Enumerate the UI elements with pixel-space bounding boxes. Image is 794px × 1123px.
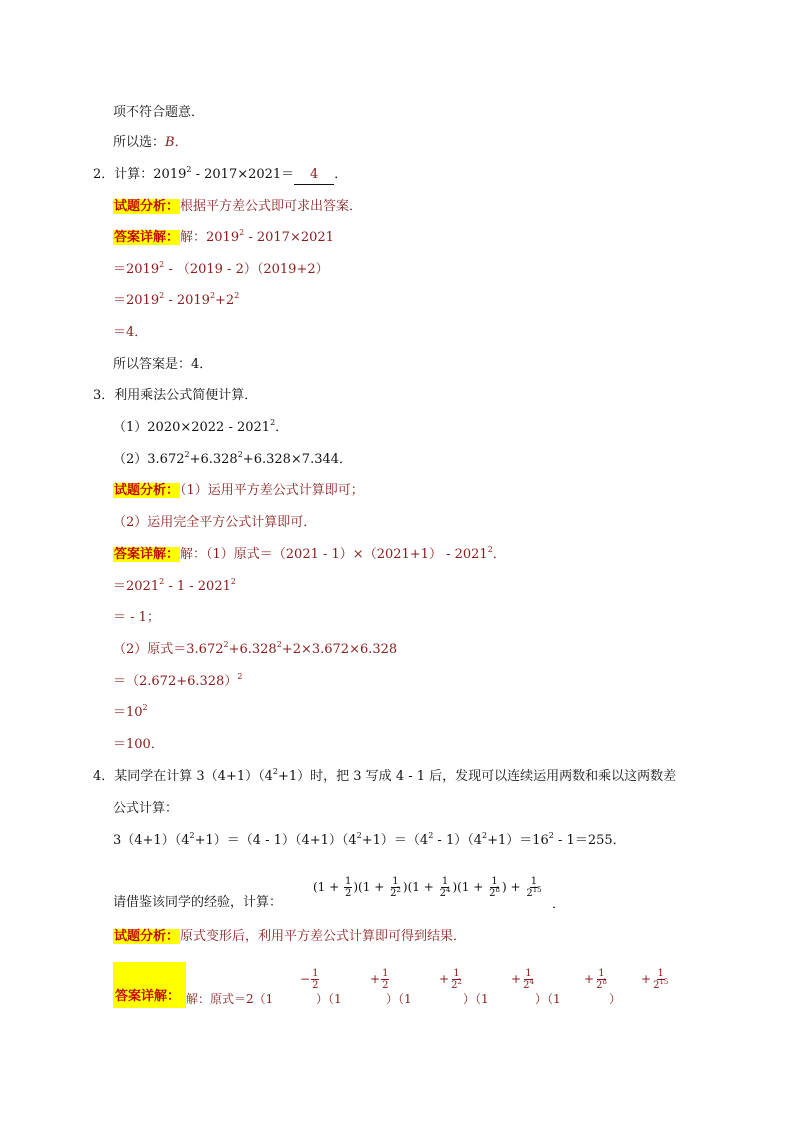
q3-analysis-2: （2）运用完全平方公式计算即可． (113, 515, 317, 530)
q3-step-3: （2）原式$=3.672^2+6.328^2+2\times 3.672\times 6.328$ (113, 640, 398, 657)
q3-detail: 答案详解：解：（1）原式＝（2021 - 1）×（2021+1） - 2021$^2$． (114, 545, 506, 562)
q4-line-3: $3(4+1)(4^2+1)=(4 - 1)(4+1)(4^2+1)=(4^2 - 1)(4^2+1)=16^2 - 1=255$． (113, 831, 626, 848)
q2-step-2: $=2019^2 - 2019^2+2^2$ (113, 291, 240, 308)
q4-line-1: 4．某同学在计算 $3(4+1)(4^2+1)$时，把 3 写成 4 - 1 后，发现可以连续运用两数和乘以这两数差 (93, 767, 677, 784)
q4-ans-term-4: + $\frac{1}{2^4}$ (511, 968, 534, 991)
q4-line-4: 请借鉴该同学的经验，计算： (113, 895, 283, 910)
q4-ans-term-1: − $\frac{1}{2}$ (300, 968, 319, 991)
prev-line-1: 项不符合题意． (113, 105, 205, 120)
q4-line-4-end: ． (552, 897, 566, 912)
frac-1-2-8: $\frac{1}{2^8}$ (489, 876, 500, 899)
analysis-label: 试题分析： (114, 483, 180, 498)
frac-1-2: $\frac{1}{2}$ (345, 876, 352, 899)
q4-analysis: 试题分析：原式变形后，利用平方差公式计算即可得到结果． (114, 929, 467, 944)
q4-ans-term-2: + $\frac{1}{2}$ (370, 968, 389, 991)
q4-ans-paren-5: ） (609, 992, 622, 1006)
frac-1-2-2: $\frac{1}{2^2}$ (390, 876, 401, 899)
detail-label: 答案详解： (114, 547, 180, 562)
q3-step-1: $=2021^2 - 1 - 2021^2$ (113, 577, 236, 594)
prev-answer: B (165, 135, 175, 150)
q2-analysis: 试题分析：根据平方差公式即可求出答案． (114, 199, 363, 214)
q4-ans-term-5: + $\frac{1}{2^8}$ (584, 968, 607, 991)
q4-ans-paren-3: ）（1 (463, 992, 489, 1006)
q4-ans-paren-4: ）（1 (535, 992, 561, 1006)
detail-label: 答案详解： (114, 230, 180, 245)
frac-1-2-4: $\frac{1}{2^4}$ (439, 876, 451, 899)
q4-line-2: 公式计算： (113, 801, 179, 816)
q4-ans-paren-2: ）（1 (386, 992, 412, 1006)
q3-step-5: $=10^2$ (113, 703, 148, 720)
analysis-label: 试题分析： (114, 929, 180, 944)
q2-blank-answer: 4 (294, 166, 334, 185)
q3-analysis: 试题分析：（1）运用平方差公式计算即可； (114, 483, 364, 498)
q4-ans-term-6: + $\frac{1}{2^{15}}$ (641, 968, 669, 991)
q2-detail: 答案详解：解：2019$^2$ - 2017×2021 (114, 228, 334, 245)
frac-1-2-15: $\frac{1}{2^{15}}$ (526, 876, 542, 899)
q3-step-6: ＝100． (113, 737, 164, 752)
q2-prompt: 2．计算：2019$^2$ - 2017×2021＝ 4 ． (93, 166, 347, 185)
q3-step-4: $=(2.672+6.328)^2$ (113, 672, 243, 689)
q3-part-2: $(2)3.672^2+6.328^2+6.328\times 7.344$． (113, 450, 353, 467)
q4-ans-term-3: + $\frac{1}{2^2}$ (439, 968, 462, 991)
q4-detail-start: 解：原式＝2（1 (186, 992, 274, 1006)
q3-step-2: ＝ - 1； (113, 610, 160, 625)
q2-step-3: ＝4． (113, 325, 148, 340)
analysis-label: 试题分析： (114, 199, 180, 214)
q2-step-1: $=2019^2 - (2019 - 2)(2019+2)$ (113, 260, 329, 277)
q4-ans-paren-1: ）（1 (316, 992, 342, 1006)
q3-part-1: （1）2020×2022 - 2021$^2$． (113, 418, 289, 435)
q3-prompt: 3．利用乘法公式简便计算． (93, 388, 258, 403)
q2-conclusion: 所以答案是：4． (113, 357, 213, 372)
detail-label: 答案详解： (115, 989, 181, 1004)
q4-expression: (1 + $\frac{1}{2}$ )(1 + $\frac{1}{2^2}$ )(1 + $\frac{1}{2^4}$ )(1 + $\frac{1}{2^8}$ ) + $\frac{1}{2^{15}}$ (313, 876, 542, 899)
prev-line-2: 所以选：B． (113, 135, 188, 150)
